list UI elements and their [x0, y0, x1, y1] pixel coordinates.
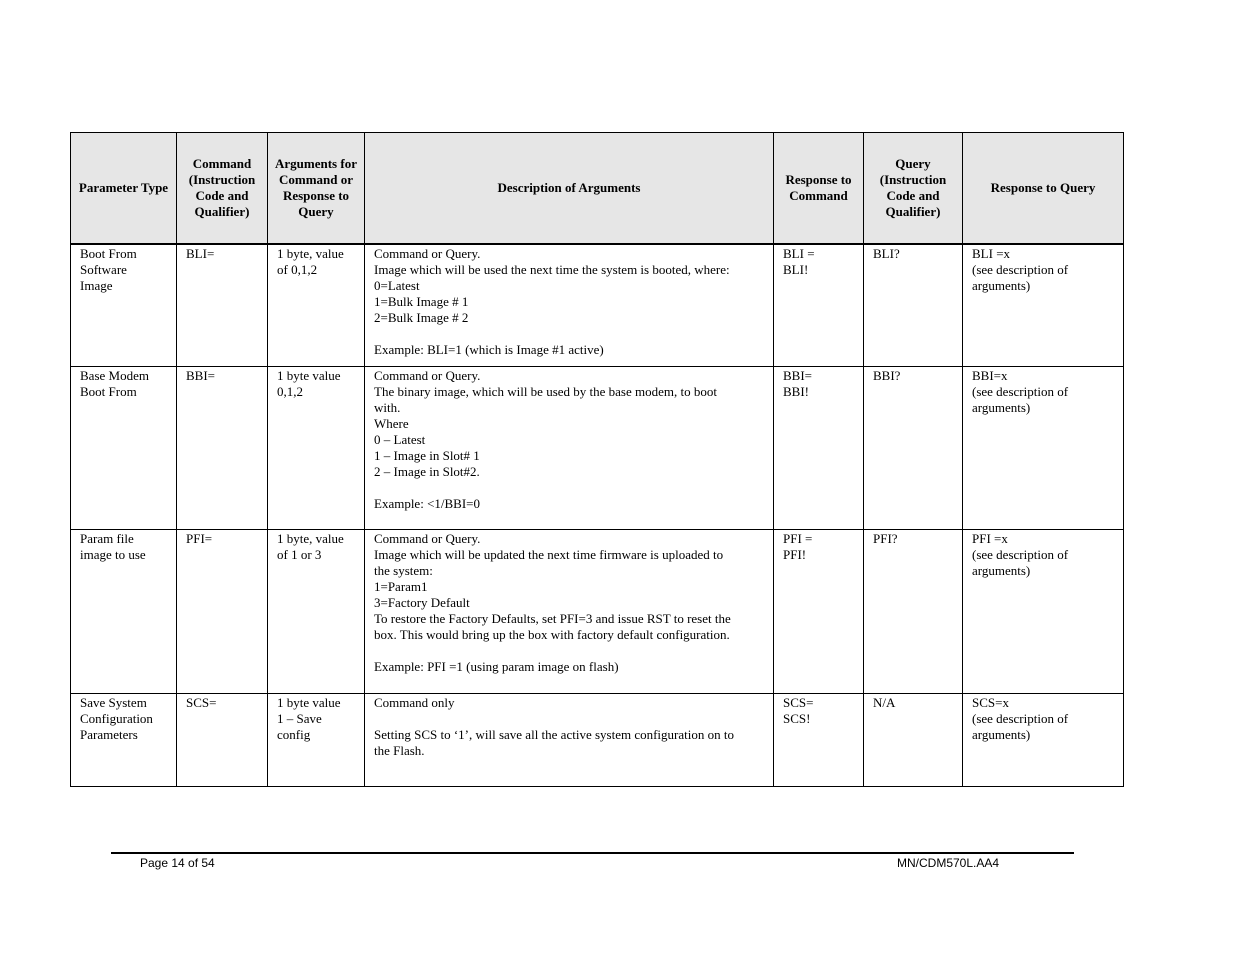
cell-line: 2 – Image in Slot#2. — [374, 464, 480, 479]
cell-line: (see description of — [972, 547, 1069, 562]
cell-line: Save System — [80, 695, 147, 710]
cell-line: BBI= — [783, 368, 813, 383]
cell-line: SCS= — [186, 695, 217, 710]
cell-line: of 0,1,2 — [277, 262, 318, 277]
cell-line — [374, 480, 765, 496]
cell-line: arguments) — [972, 563, 1031, 578]
cell-line: with. — [374, 400, 401, 415]
cell-line: Param file — [80, 531, 134, 546]
cell-parameter-type — [71, 244, 177, 367]
cell-line: Parameters — [80, 727, 138, 742]
cell-line: the system: — [374, 563, 433, 578]
header-parameter-type: Parameter Type — [71, 133, 177, 245]
cell-line: Where — [374, 416, 409, 431]
cell-line: Image which will be updated the next time firmware is uploaded to — [374, 547, 724, 562]
cell-line: 0=Latest — [374, 278, 420, 293]
cell-line: Setting SCS to ‘1’, will save all the active system configuration on to — [374, 727, 734, 742]
cell-command — [177, 530, 268, 694]
cell-line: (see description of — [972, 262, 1069, 277]
cell-line: BBI=x — [972, 368, 1008, 383]
cell-line: BLI? — [873, 246, 900, 261]
cell-line: 1 – Save — [277, 711, 322, 726]
header-description: Description of Arguments — [365, 133, 774, 245]
cell-line: 2=Bulk Image # 2 — [374, 310, 469, 325]
footer-page-number: Page 14 of 54 — [140, 856, 215, 870]
cell-arguments — [268, 367, 365, 530]
cell-command — [177, 694, 268, 787]
cell-line: PFI =x — [972, 531, 1008, 546]
cell-line: image to use — [80, 547, 146, 562]
cell-response-to-command — [774, 244, 864, 367]
command-table — [70, 132, 1124, 787]
cell-response-to-command — [774, 530, 864, 694]
cell-line: Command or Query. — [374, 246, 481, 261]
cell-line: PFI! — [783, 547, 807, 562]
cell-description — [365, 367, 774, 530]
cell-line — [374, 711, 765, 727]
cell-line: (see description of — [972, 711, 1069, 726]
cell-line: Configuration — [80, 711, 153, 726]
cell-line: BLI= — [186, 246, 215, 261]
cell-response-to-query — [963, 367, 1124, 530]
cell-line: Example: <1/BBI=0 — [374, 496, 481, 511]
cell-query — [864, 694, 963, 787]
cell-line: SCS= — [783, 695, 814, 710]
header-arguments: Arguments for Command or Response to Query — [268, 133, 365, 245]
cell-line: 1 byte value — [277, 695, 341, 710]
cell-parameter-type — [71, 694, 177, 787]
cell-line: N/A — [873, 695, 896, 710]
cell-parameter-type — [71, 367, 177, 530]
cell-description — [365, 694, 774, 787]
cell-line — [374, 643, 765, 659]
cell-line: BLI =x — [972, 246, 1011, 261]
cell-line: 1=Param1 — [374, 579, 428, 594]
cell-query — [864, 244, 963, 367]
cell-command — [177, 244, 268, 367]
cell-line: 0,1,2 — [277, 384, 303, 399]
cell-line: PFI= — [186, 531, 213, 546]
cell-query — [864, 367, 963, 530]
cell-line: PFI? — [873, 531, 898, 546]
cell-line: Boot From — [80, 246, 137, 261]
cell-line: the Flash. — [374, 743, 425, 758]
cell-line: arguments) — [972, 400, 1031, 415]
cell-line: 1=Bulk Image # 1 — [374, 294, 469, 309]
header-query: Query (Instruction Code and Qualifier) — [864, 133, 963, 245]
cell-arguments — [268, 530, 365, 694]
table-row — [71, 530, 1124, 694]
cell-response-to-query — [963, 244, 1124, 367]
cell-line: Command or Query. — [374, 368, 481, 383]
cell-line: SCS=x — [972, 695, 1009, 710]
cell-line: 3=Factory Default — [374, 595, 470, 610]
cell-line: Example: BLI=1 (which is Image #1 active) — [374, 342, 604, 357]
cell-line: 1 byte, value — [277, 531, 344, 546]
footer-document-id: MN/CDM570L.AA4 — [897, 856, 1000, 870]
cell-line: PFI = — [783, 531, 813, 546]
cell-line: config — [277, 727, 311, 742]
cell-line: Image which will be used the next time the system is booted, where: — [374, 262, 730, 277]
cell-response-to-command — [774, 694, 864, 787]
cell-line: Image — [80, 278, 113, 293]
cell-line: box. This would bring up the box with factory default configuration. — [374, 627, 730, 642]
cell-line: of 1 or 3 — [277, 547, 322, 562]
cell-line: Command or Query. — [374, 531, 481, 546]
cell-response-to-command — [774, 367, 864, 530]
cell-query — [864, 530, 963, 694]
cell-description — [365, 244, 774, 367]
cell-line: Boot From — [80, 384, 137, 399]
table-row — [71, 367, 1124, 530]
cell-line: BBI= — [186, 368, 216, 383]
cell-line: The binary image, which will be used by the base modem, to boot — [374, 384, 717, 399]
header-command: Command (Instruction Code and Qualifier) — [177, 133, 268, 245]
table-row — [71, 244, 1124, 367]
table-header-row — [71, 133, 1124, 245]
cell-line: 1 – Image in Slot# 1 — [374, 448, 480, 463]
cell-line: To restore the Factory Defaults, set PFI=3 and issue RST to reset the — [374, 611, 731, 626]
footer-divider — [111, 852, 1074, 854]
cell-line: Command only — [374, 695, 455, 710]
cell-parameter-type — [71, 530, 177, 694]
header-response-to-query: Response to Query — [963, 133, 1124, 245]
cell-line: arguments) — [972, 278, 1031, 293]
cell-line: Software — [80, 262, 127, 277]
cell-response-to-query — [963, 530, 1124, 694]
cell-line — [374, 326, 765, 342]
cell-line: arguments) — [972, 727, 1031, 742]
cell-response-to-query — [963, 694, 1124, 787]
cell-command — [177, 367, 268, 530]
cell-line: Base Modem — [80, 368, 149, 383]
header-response-to-command: Response to Command — [774, 133, 864, 245]
cell-arguments — [268, 244, 365, 367]
cell-line: BLI = — [783, 246, 815, 261]
cell-line: 1 byte value — [277, 368, 341, 383]
cell-line: (see description of — [972, 384, 1069, 399]
cell-line: Example: PFI =1 (using param image on flash) — [374, 659, 619, 674]
table-row — [71, 694, 1124, 787]
cell-line: BBI! — [783, 384, 809, 399]
cell-description — [365, 530, 774, 694]
cell-arguments — [268, 694, 365, 787]
cell-line: BLI! — [783, 262, 809, 277]
cell-line: SCS! — [783, 711, 811, 726]
cell-line: BBI? — [873, 368, 901, 383]
cell-line: 0 – Latest — [374, 432, 426, 447]
cell-line: 1 byte, value — [277, 246, 344, 261]
